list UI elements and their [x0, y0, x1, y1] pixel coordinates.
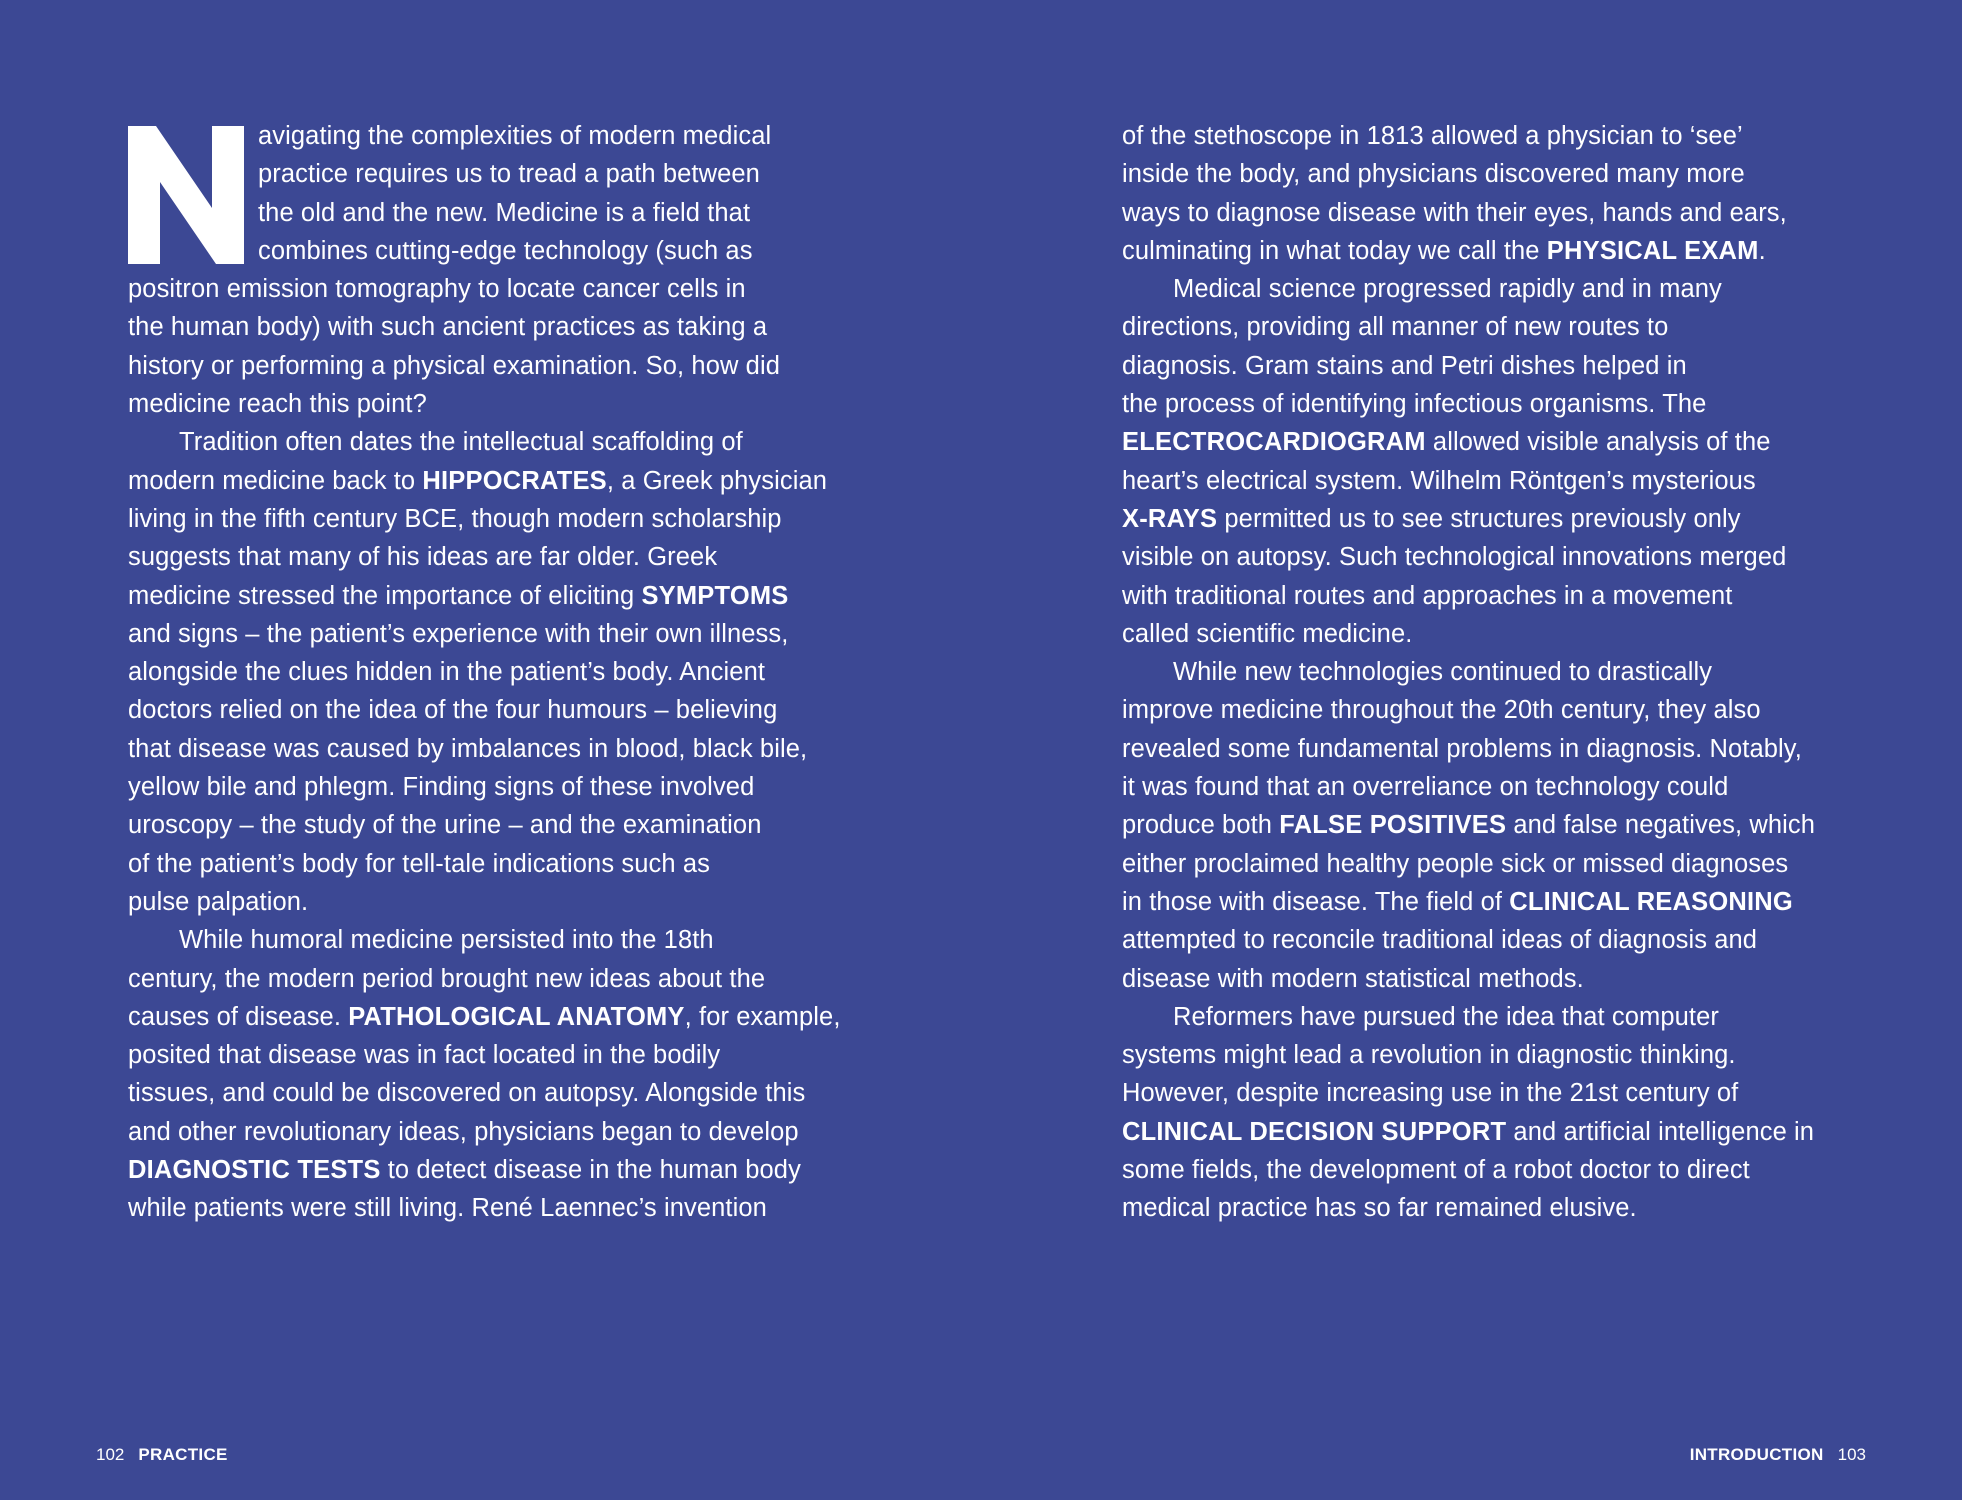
- body-line: in those with disease. The field of CLINICAL REASONING: [1122, 887, 1793, 916]
- right-body-text: [1122, 117, 1844, 1228]
- body-line: heart’s electrical system. Wilhelm Röntgen’s mysterious: [1122, 466, 1756, 495]
- body-line: century, the modern period brought new ideas about the: [128, 964, 766, 993]
- body-line: while patients were still living. René Laennec’s invention: [128, 1194, 767, 1223]
- body-line: causes of disease. PATHOLOGICAL ANATOMY, for example,: [128, 1002, 841, 1031]
- key-term-false-positives: FALSE POSITIVES: [1279, 811, 1507, 840]
- body-line: attempted to reconcile traditional ideas of diagnosis and: [1122, 926, 1758, 955]
- key-term-x-rays: X-RAYS: [1122, 504, 1218, 533]
- body-line: While humoral medicine persisted into the 18th: [179, 926, 714, 955]
- body-line: practice requires us to tread a path between: [258, 160, 760, 189]
- left-footer: [96, 1444, 228, 1466]
- body-line: either proclaimed healthy people sick or missed diagnoses: [1122, 849, 1789, 878]
- body-line: some fields, the development of a robot doctor to direct: [1122, 1156, 1750, 1185]
- body-line: Tradition often dates the intellectual scaffolding of: [179, 428, 743, 457]
- body-line: posited that disease was in fact located in the bodily: [128, 1041, 721, 1070]
- body-line: medicine reach this point?: [128, 390, 427, 419]
- key-term-physical-exam: PHYSICAL EXAM: [1546, 236, 1759, 265]
- body-line: directions, providing all manner of new routes to: [1122, 313, 1669, 342]
- body-line: and other revolutionary ideas, physicians began to develop: [128, 1117, 799, 1146]
- body-line: improve medicine throughout the 20th century, they also: [1122, 696, 1761, 725]
- body-line: disease with modern statistical methods.: [1122, 964, 1584, 993]
- body-line: tissues, and could be discovered on autopsy. Alongside this: [128, 1079, 806, 1108]
- body-line: However, despite increasing use in the 21st century of: [1122, 1079, 1739, 1108]
- body-line: the old and the new. Medicine is a field that: [258, 198, 751, 227]
- body-line: Reformers have pursued the idea that computer: [1173, 1002, 1719, 1031]
- body-line: systems might lead a revolution in diagnostic thinking.: [1122, 1041, 1736, 1070]
- key-term-clinical-decision-support: CLINICAL DECISION SUPPORT: [1122, 1117, 1507, 1146]
- body-line: diagnosis. Gram stains and Petri dishes helped in: [1122, 351, 1687, 380]
- body-line: modern medicine back to HIPPOCRATES, a Greek physician: [128, 466, 828, 495]
- right-footer: [1690, 1444, 1866, 1466]
- body-line: pulse palpation.: [128, 887, 309, 916]
- body-line: living in the fifth century BCE, though modern scholarship: [128, 504, 782, 533]
- page-number: 102: [96, 1445, 125, 1464]
- left-body-text: [128, 117, 850, 1228]
- body-line: medical practice has so far remained elusive.: [1122, 1194, 1637, 1223]
- section-title: PRACTICE: [138, 1445, 228, 1464]
- body-line: uroscopy – the study of the urine – and the examination: [128, 811, 762, 840]
- body-line: it was found that an overreliance on technology could: [1122, 773, 1729, 802]
- key-term-hippocrates: HIPPOCRATES: [422, 466, 607, 495]
- body-line: produce both FALSE POSITIVES and false negatives, which: [1122, 811, 1816, 840]
- body-line: of the patient’s body for tell-tale indications such as: [128, 849, 710, 878]
- key-term-diagnostic-tests: DIAGNOSTIC TESTS: [128, 1156, 381, 1185]
- page-number: 103: [1837, 1445, 1866, 1464]
- body-line: visible on autopsy. Such technological innovations merged: [1122, 543, 1787, 572]
- body-line: culminating in what today we call the PHYSICAL EXAM.: [1122, 236, 1766, 265]
- body-line: called scientific medicine.: [1122, 619, 1413, 648]
- body-line: that disease was caused by imbalances in blood, black bile,: [128, 734, 808, 763]
- body-line: ELECTROCARDIOGRAM allowed visible analysis of the: [1122, 428, 1771, 457]
- body-line: avigating the complexities of modern medical: [258, 122, 772, 150]
- section-title: INTRODUCTION: [1689, 1445, 1824, 1464]
- body-line: positron emission tomography to locate cancer cells in: [128, 275, 746, 304]
- body-line: doctors relied on the idea of the four humours – believing: [128, 696, 778, 725]
- body-line: and signs – the patient’s experience with their own illness,: [128, 619, 789, 648]
- key-term-symptoms: SYMPTOMS: [641, 581, 789, 610]
- body-line: of the stethoscope in 1813 allowed a physician to ‘see’: [1122, 122, 1743, 150]
- right-page: [981, 0, 1962, 1500]
- key-term-electrocardiogram: ELECTROCARDIOGRAM: [1122, 428, 1426, 457]
- body-line: DIAGNOSTIC TESTS to detect disease in the human body: [128, 1156, 801, 1185]
- body-line: with traditional routes and approaches in a movement: [1122, 581, 1733, 610]
- body-line: the human body) with such ancient practices as taking a: [128, 313, 768, 342]
- body-line: revealed some fundamental problems in diagnosis. Notably,: [1122, 734, 1802, 763]
- body-line: the process of identifying infectious organisms. The: [1122, 390, 1707, 419]
- body-line: alongside the clues hidden in the patient’s body. Ancient: [128, 658, 766, 687]
- body-line: X-RAYS permitted us to see structures previously only: [1122, 504, 1741, 533]
- body-line: inside the body, and physicians discovered many more: [1122, 160, 1745, 189]
- body-line: yellow bile and phlegm. Finding signs of these involved: [128, 773, 755, 802]
- body-line: CLINICAL DECISION SUPPORT and artificial intelligence in: [1122, 1117, 1815, 1146]
- key-term-clinical-reasoning: CLINICAL REASONING: [1509, 887, 1793, 916]
- body-line: medicine stressed the importance of eliciting SYMPTOMS: [128, 581, 789, 610]
- body-line: ways to diagnose disease with their eyes, hands and ears,: [1122, 198, 1787, 227]
- body-line: combines cutting-edge technology (such as: [258, 236, 753, 265]
- body-line: While new technologies continued to drastically: [1173, 658, 1713, 687]
- body-line: suggests that many of his ideas are far older. Greek: [128, 543, 718, 572]
- body-line: history or performing a physical examination. So, how did: [128, 351, 781, 380]
- body-line: Medical science progressed rapidly and in many: [1173, 275, 1722, 304]
- key-term-pathological-anatomy: PATHOLOGICAL ANATOMY: [348, 1002, 685, 1031]
